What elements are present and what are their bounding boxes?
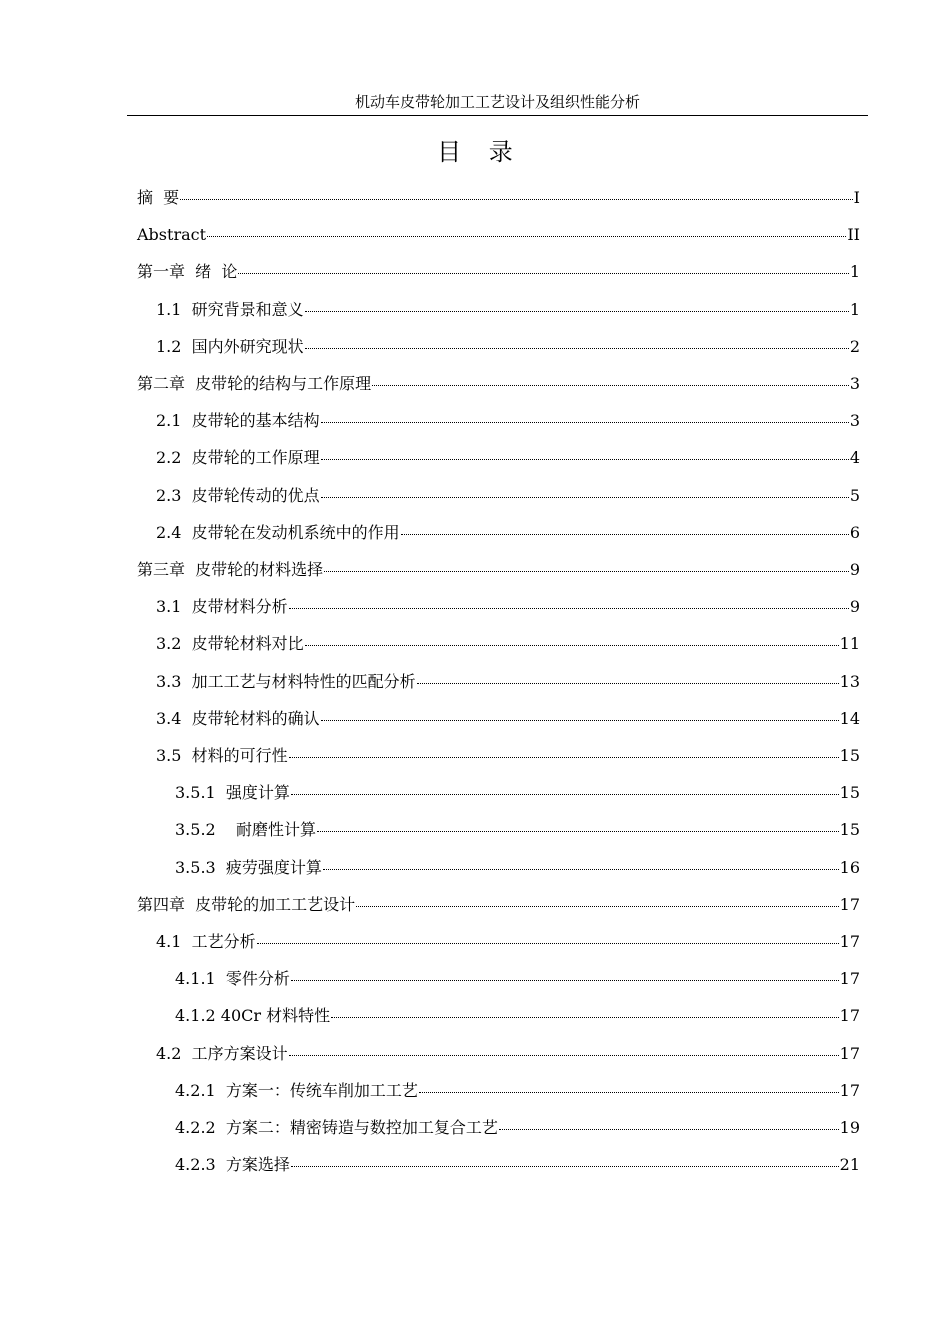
toc-dot-leader: [257, 943, 839, 944]
toc-dot-leader: [323, 869, 839, 870]
toc-entry-label: 3.3 加工工艺与材料特性的匹配分析: [156, 671, 416, 691]
toc-entry-page: 13: [839, 671, 860, 691]
toc-entry[interactable]: [137, 223, 860, 247]
toc-entry[interactable]: [175, 1116, 860, 1140]
toc-entry-page: 19: [839, 1118, 860, 1137]
toc-dot-leader: [291, 1166, 839, 1167]
toc-entry[interactable]: [175, 1153, 860, 1177]
toc-dot-leader: [305, 311, 849, 312]
toc-entry-page: 17: [839, 894, 860, 914]
toc-dot-leader: [305, 348, 849, 349]
toc-entry-page: 15: [839, 783, 860, 803]
toc-dot-leader: [291, 794, 839, 795]
toc-entry[interactable]: [156, 446, 860, 470]
toc-entry-page: 9: [849, 597, 860, 617]
toc-entry[interactable]: [156, 298, 860, 322]
toc-entry-page: 1: [849, 262, 860, 282]
toc-entry-page: 1: [849, 299, 860, 319]
toc-dot-leader: [321, 497, 849, 498]
toc-entry-label: 2.3 皮带轮传动的优点: [156, 485, 320, 505]
toc-entry[interactable]: [156, 595, 860, 619]
toc-entry-label: 第一章 绪 论: [137, 262, 238, 282]
toc-dot-leader: [289, 608, 849, 609]
toc-entry-label: 4.1.1 零件分析: [175, 969, 290, 989]
toc-entry-label: 3.5 材料的可行性: [156, 746, 288, 765]
toc-entry-label: 第四章 皮带轮的加工工艺设计: [137, 894, 356, 914]
toc-title: 目 录: [437, 138, 523, 166]
toc-entry[interactable]: [156, 409, 860, 433]
toc-entry[interactable]: [137, 372, 860, 396]
toc-entry-label: 3.4 皮带轮材料的确认: [156, 708, 320, 728]
toc-entry-label: 4.2 工序方案设计: [156, 1043, 288, 1063]
toc-entry[interactable]: [137, 893, 860, 917]
toc-entry[interactable]: [137, 558, 860, 582]
toc-entry[interactable]: [137, 260, 860, 284]
toc-entry-page: 9: [849, 560, 860, 579]
toc-entry-label: Abstract: [137, 225, 207, 245]
toc-entry-page: 17: [839, 1043, 860, 1063]
toc-entry-page: 2: [849, 336, 860, 356]
toc-entry[interactable]: [175, 856, 860, 880]
toc-entry-label: 4.2.1 方案一：传统车削加工工艺: [175, 1080, 418, 1100]
toc-entry-page: 6: [849, 522, 860, 542]
toc-entry-page: 16: [839, 857, 860, 877]
toc-dot-leader: [289, 1055, 839, 1056]
toc-dot-leader: [372, 385, 849, 386]
toc-entry[interactable]: [156, 335, 860, 359]
toc-entry-label: 3.2 皮带轮材料对比: [156, 634, 304, 654]
toc-entry-label: 4.1.2 40Cr 材料特性: [175, 1006, 331, 1026]
toc-dot-leader: [419, 1092, 839, 1093]
toc-entry-label: 3.1 皮带材料分析: [156, 597, 288, 617]
toc-dot-leader: [324, 571, 849, 572]
toc-entry-label: 4.2.3 方案选择: [175, 1155, 290, 1175]
toc-entry-page: 15: [839, 820, 860, 840]
toc-dot-leader: [305, 645, 839, 646]
toc-dot-leader: [331, 1017, 839, 1018]
toc-entry-label: 2.2 皮带轮的工作原理: [156, 448, 320, 468]
toc-dot-leader: [321, 720, 839, 721]
toc-entry-page: 17: [839, 1080, 860, 1100]
toc-entry[interactable]: [175, 781, 860, 805]
toc-entry-page: 21: [839, 1155, 860, 1175]
toc-entry-label: 1.2 国内外研究现状: [156, 336, 304, 356]
toc-dot-leader: [180, 199, 852, 200]
toc-dot-leader: [499, 1129, 839, 1130]
toc-entry-label: 2.4 皮带轮在发动机系统中的作用: [156, 522, 400, 542]
toc-entry-page: 15: [839, 746, 860, 765]
toc-entry[interactable]: [156, 707, 860, 731]
toc-entry[interactable]: [137, 186, 860, 210]
toc-entry[interactable]: [156, 484, 860, 508]
toc-entry[interactable]: [156, 521, 860, 545]
toc-entry-page: II: [847, 225, 860, 245]
toc-entry-label: 4.1 工艺分析: [156, 932, 256, 951]
toc-dot-leader: [317, 831, 839, 832]
toc-entry[interactable]: [175, 967, 860, 991]
toc-dot-leader: [417, 683, 839, 684]
toc-entry-label: 1.1 研究背景和意义: [156, 299, 304, 319]
toc-entry[interactable]: [156, 1042, 860, 1066]
toc-dot-leader: [289, 757, 839, 758]
toc-entry-label: 摘 要: [137, 188, 180, 207]
toc-entry-page: 4: [849, 448, 860, 468]
toc-entry[interactable]: [175, 1079, 860, 1103]
toc-dot-leader: [401, 534, 849, 535]
toc-entry[interactable]: [156, 632, 860, 656]
toc-dot-leader: [321, 459, 849, 460]
toc-entry-page: 14: [839, 708, 860, 728]
running-header: 机动车皮带轮加工工艺设计及组织性能分析: [354, 93, 640, 111]
toc-dot-leader: [356, 906, 838, 907]
toc-entry-label: 3.5.3 疲劳强度计算: [175, 857, 322, 877]
toc-entry-page: 3: [849, 374, 860, 393]
toc-entry-page: I: [853, 188, 860, 207]
toc-entry[interactable]: [175, 1004, 860, 1028]
toc-entry-label: 第二章 皮带轮的结构与工作原理: [137, 374, 372, 393]
toc-dot-leader: [321, 422, 849, 423]
toc-entry-page: 17: [839, 1006, 860, 1026]
toc-entry-page: 17: [839, 969, 860, 989]
toc-dot-leader: [207, 236, 846, 237]
toc-entry-label: 3.5.1 强度计算: [175, 783, 290, 803]
toc-entry-page: 17: [839, 932, 860, 951]
toc-entry[interactable]: [156, 930, 860, 954]
toc-dot-leader: [238, 273, 848, 274]
toc-entry-label: 3.5.2 耐磨性计算: [175, 820, 317, 840]
toc-entry[interactable]: [156, 744, 860, 768]
toc-entry[interactable]: [156, 670, 860, 694]
toc-dot-leader: [291, 980, 839, 981]
toc-entry-page: 11: [839, 634, 860, 654]
toc-entry-label: 4.2.2 方案二：精密铸造与数控加工复合工艺: [175, 1118, 498, 1137]
toc-entry[interactable]: [175, 818, 860, 842]
toc-entry-label: 第三章 皮带轮的材料选择: [137, 560, 324, 579]
toc-entry-page: 5: [849, 485, 860, 505]
toc-entry-label: 2.1 皮带轮的基本结构: [156, 411, 320, 431]
toc-entry-page: 3: [849, 411, 860, 431]
